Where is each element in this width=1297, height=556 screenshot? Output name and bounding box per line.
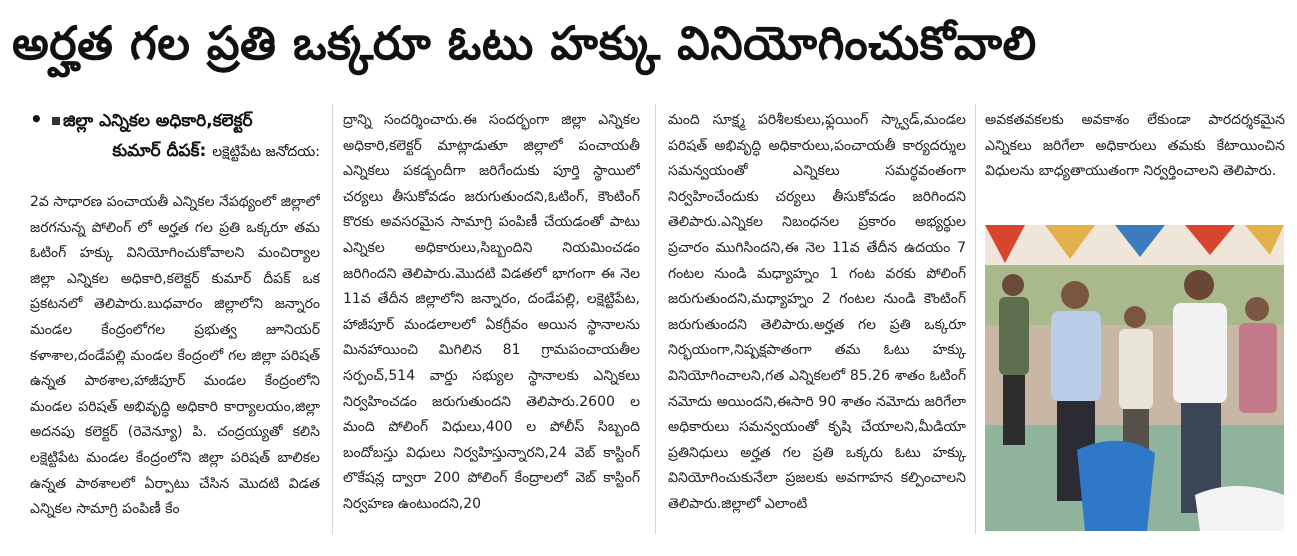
- article-column-4: [985, 108, 1285, 218]
- column-divider: [975, 104, 976, 534]
- article-column-1: [30, 190, 320, 556]
- byline: [30, 104, 320, 170]
- column-4-text: అవకతవకలకు అవకాశం లేకుండా పారదర్శకమైన ఎన్నికలు జరిగేలా అధికారులు తమకు కేటాయించిన విధులను బాధ్యతాయుతంగా నిర్వర్తించాలని తెలిపారు.: [985, 112, 1285, 180]
- column-divider: [655, 104, 656, 534]
- byline-name: కుమార్ దీపక్:: [112, 141, 207, 161]
- column-2-text: ద్రాన్ని సందర్శించారు.ఈ సందర్భంగా జిల్లా ఎన్నికల అధికారి,కలెక్టర్ మాట్లాడుతూ జిల్లాలో పంచాయతీ ఎన్నికలు పకడ్బందీగా జరిగేందుకు పూర్తి స్థాయిలో చర్యలు తీసుకోవడం జరుగుతుందని,ఓటింగ్, కౌంటింగ్ కొరకు అవసరమైన సామాగ్రి పంపిణీ చేయడంతో పాటు ఎన్నికల అధికారులు,సిబ్బందిని నియమించడం జరిగిందని తెలిపారు.మొదటి విడతలో భాగంగా ఈ నెల 11వ తేదీన జిల్లాలోని జన్నారం, దండేపల్లి, లక్షెట్టిపేట, హాజీపూర్ మండలాలలో ఏకగ్రీవం అయిన స్థానాలను మినహాయించి మిగిలిన 81 గ్రామపంచాయతీల సర్పంచ్,514 వార్డు సభ్యుల స్థానాలకు ఎన్నికలు నిర్వహించడం జరుగుతుందని తెలిపారు.2600 ల మంది పోలింగ్ విధులు,400 ల పోలీస్ సిబ్బంది బందోబస్తు విధులు నిర్వహిస్తున్నారని,24 వెబ్ కాస్టింగ్ లొకేషన్ల ద్వారా 200 పోలింగ్ కేంద్రాలలో వెబ్ కాస్టింగ్ నిర్వహణ ఉంటుందని,20: [343, 112, 640, 512]
- article-column-2: [343, 108, 640, 556]
- byline-title: జిల్లా ఎన్నికల అధికారి,కలెక్టర్: [63, 111, 253, 131]
- article-column-3: [668, 108, 966, 556]
- column-3-text: మంది సూక్ష్మ పరిశీలకులు,ఫ్లయింగ్ స్క్వాడ్,మండల పరిషత్ అభివృద్ధి అధికారులు,పంచాయతీ కార్యదర్శుల సమన్వయంతో ఎన్నికలు సమర్థవంతంగా నిర్వహించేందుకు చర్యలు తీసుకోవడం జరిగిందని తెలిపారు.ఎన్నికల నిబంధనల ప్రకారం అభ్యర్థుల ప్రచారం ముగిసిందని,ఈ నెల 11వ తేదీన ఉదయం 7 గంటల నుండి మధ్యాహ్నం 1 గంట వరకు పోలింగ్ జరుగుతుందని,మధ్యాహ్నం 2 గంటల నుండి కౌంటింగ్ జరుగుతుందని తెలిపారు.అర్హత గల ప్రతి ఒక్కరూ నిర్భయంగా,నిష్పక్షపాతంగా తమ ఓటు హక్కు వినియోగించాలని,గత ఎన్నికలలో 85.26 శాతం ఓటింగ్ నమోదు అయిందని,ఈసారి 90 శాతం నమోదు జరిగేలా అధికారులు సమన్వయంతో కృషి చేయాలని,మీడియా ప్రతినిధులు అర్హత గల ప్రతి ఒక్కరు ఓటు హక్కు వినియోగించుకునేలా ప్రజలకు అవగాహన కల్పించాలని తెలిపారు.జిల్లాలో ఎలాంటి: [668, 112, 966, 512]
- dateline: లక్షెట్టిపేట జనోదయ:: [212, 144, 320, 160]
- column-1-text: 2వ సాధారణ పంచాయతీ ఎన్నికల నేపథ్యంలో జిల్లాలో జరగనున్న పోలింగ్ లో అర్హత గల ప్రతి ఒక్కరూ తమ ఓటింగ్ హక్కు వినియోగించుకోవాలని మంచిర్యాల జిల్లా ఎన్నికల అధికారి,కలెక్టర్ కుమార్ దీపక్ ఒక ప్రకటనలో తెలిపారు.బుధవారం జిల్లాలోని జన్నారం మండల కేంద్రంలోగల ప్రభుత్వ జూనియర్ కళాశాల,దండేపల్లి మండల కేంద్రంలో గల జిల్లా పరిషత్ ఉన్నత పాఠశాల,హాజీపూర్ మండల కేంద్రంలోని మండల పరిషత్ అభివృద్ధి అధికారి కార్యాలయం,జిల్లా అదనపు కలెక్టర్ (రెవెన్యూ) పి. చంద్రయ్యతో కలిసి లక్షెట్టిపేట మండల కేంద్రంలోని జిల్లా పరిషత్ బాలికల ఉన్నత పాఠశాలలో ఏర్పాటు చేసిన మొదటి విడత ఎన్నికల సామాగ్రి పంపిణీ కేం: [30, 194, 320, 518]
- bullet-icon: •: [30, 107, 43, 131]
- news-photo-illustration: [985, 225, 1284, 531]
- column-divider: [332, 104, 333, 534]
- square-marker-icon: [52, 117, 60, 125]
- article-headline: అర్హత గల ప్రతి ఒక్కరూ ఓటు హక్కు వినియోగించుకోవాలి: [12, 16, 1037, 70]
- news-photo: [985, 225, 1284, 531]
